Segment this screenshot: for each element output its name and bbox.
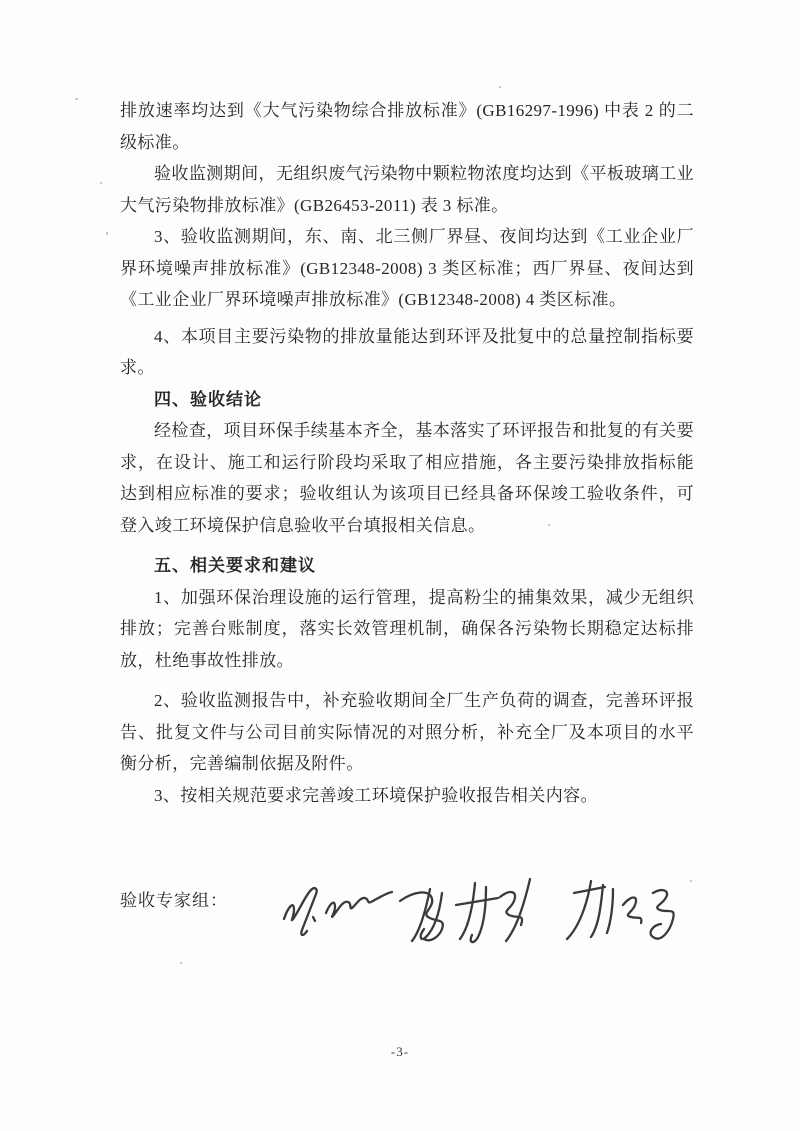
paragraph-conclusion-body: 经检查，项目环保手续基本齐全，基本落实了环评报告和批复的有关要求，在设计、施工和运行阶段均采取了相应措施，各主要污染排放指标能达到相应标准的要求；验收组认为该项目已经具备环保竣工验收条件，可登入竣工环境保护信息验收平台填报相关信息。 (120, 421, 694, 535)
paragraph-item-4: 4、本项目主要污染物的排放量能达到环评及批复中的总量控制指标要求。 (120, 326, 694, 377)
paragraph-requirement-2: 2、验收监测报告中，补充验收期间全厂生产负荷的调查，完善环评报告、批复文件与公司目前实际情况的对照分析，补充全厂及本项目的水平衡分析，完善编制依据及附件。 (120, 691, 694, 773)
paragraph-item-3: 3、验收监测期间，东、南、北三侧厂界昼、夜间均达到《工业企业厂界环境噪声排放标准》(GB12348-2008) 3 类区标准；西厂界昼、夜间达到《工业企业厂界环境噪声排放标准》(GB12348-2008) 4 类区标准。 (120, 227, 694, 309)
paragraph-requirement-1: 1、加强环保治理设施的运行管理，提高粉尘的捕集效果，减少无组织排放；完善台账制度，落实长效管理机制，确保各污染物长期稳定达标排放，杜绝事故性排放。 (120, 587, 694, 670)
signature-3-stroke (591, 885, 603, 937)
document-body (120, 95, 694, 967)
scan-speck (499, 86, 501, 88)
scan-speck (75, 98, 78, 100)
page-number: -3- (390, 1044, 410, 1059)
signature-3-stroke (607, 889, 613, 933)
signature-3-stroke (651, 890, 674, 938)
scan-speck (106, 232, 108, 235)
signature-2-stroke (460, 883, 475, 939)
scan-speck (100, 182, 102, 184)
signature-3-stroke (623, 898, 641, 924)
signature-1-stroke (326, 892, 392, 917)
signature-label: 验收专家组： (120, 891, 228, 910)
paragraph: 验收监测期间，无组织废气污染物中颗粒物浓度均达到《平板玻璃工业大气污染物排放标准》(GB26453-2011) 表 3 标准。 (120, 164, 694, 215)
signature-1-stroke (284, 888, 317, 935)
page-footer (0, 1044, 800, 1060)
signature-1-stroke (313, 917, 315, 921)
signature-2-stroke (456, 898, 498, 905)
paragraph-continuation: 排放速率均达到《大气污染物综合排放标准》(GB16297-1996) 中表 2 的二级标准。 (120, 101, 694, 152)
section-heading-requirements: 五、相关要求和建议 (154, 556, 316, 575)
handwritten-signatures-image (260, 851, 720, 961)
section-heading-conclusion: 四、验收结论 (154, 389, 262, 409)
paragraph-requirement-3: 3、按相关规范要求完善竣工环境保护验收报告相关内容。 (154, 785, 598, 805)
signature-2-stroke (506, 879, 530, 941)
signature-block (120, 857, 694, 967)
